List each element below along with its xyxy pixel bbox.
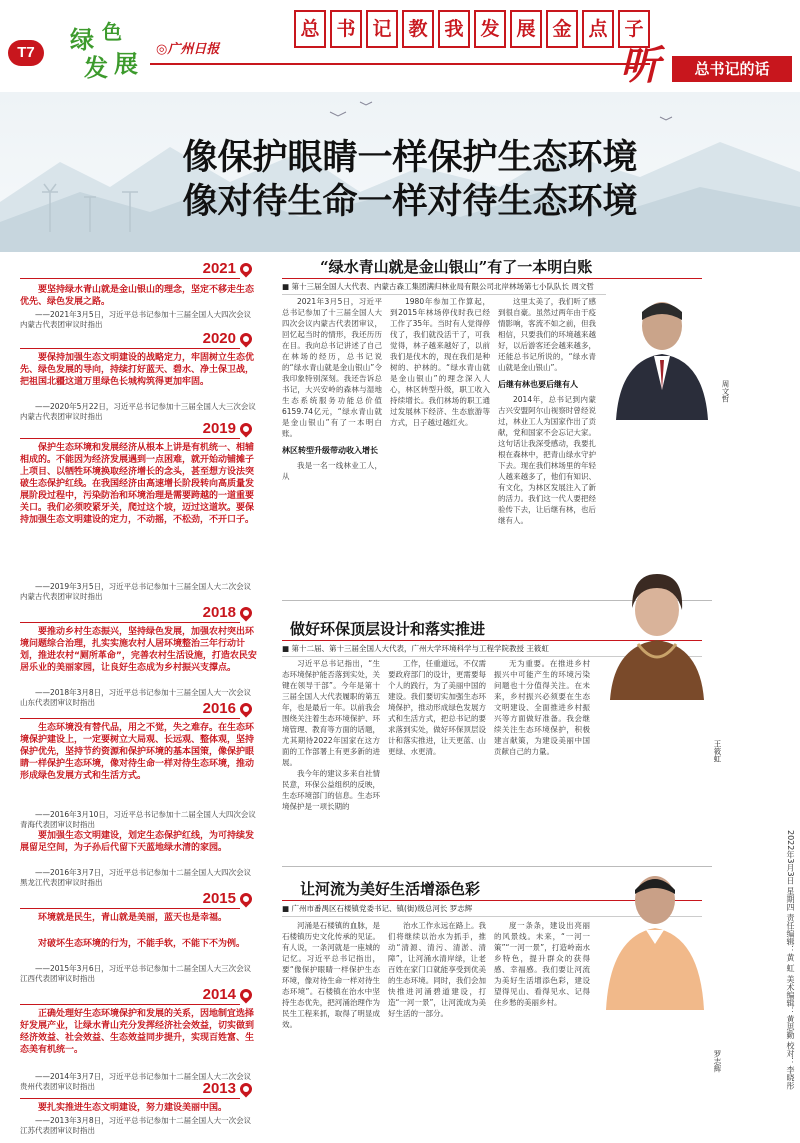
timeline-source: ——2014年3月7日，习近平总书记参加十二届全国人大二次会议贵州代表团审议时指出 — [20, 1072, 252, 1091]
article1-col1 — [282, 296, 382, 594]
banner-char: 发 — [474, 10, 506, 48]
banner-char: 金 — [546, 10, 578, 48]
listen-tag: 总书记的话 — [672, 56, 792, 82]
location-pin-icon — [238, 331, 255, 348]
location-pin-icon — [238, 891, 255, 908]
article3-col1 — [282, 920, 380, 1130]
article3-title: 让河流为美好生活增添色彩 — [300, 880, 481, 898]
article2-byline-text: 第十二届、第十三届全国人大代表，广州大学环境科学与工程学院教授 王筱虹 — [291, 644, 549, 653]
article3-col1-text: 河涌是石楼镇的血脉，是石楼镇历史文化传承的见证。有人说，一条河就是一座城的记忆。习近平总书记指出，要“像保护眼睛一样保护生态环境，像对待生命一样对待生态环境”。石楼镇在治水中坚持生态优先，把河涌治理作为民生工程来抓，取得了明显成效。 — [282, 921, 380, 1029]
article3-col2 — [388, 920, 486, 1130]
article3-col3 — [494, 920, 590, 1130]
timeline-source: ——2016年3月7日，习近平总书记参加十二届全国人大四次会议黑龙江代表团审议时指出 — [20, 868, 252, 887]
timeline-quote: 要扎实推进生态文明建设，努力建设美丽中国。 — [38, 1103, 228, 1113]
article1-subhead2: 后继有林也要后继有人 — [498, 380, 578, 389]
timeline-quote: 生态环境没有替代品，用之不觉，失之难存。在生态环境保护建设上，一定要树立大局观、长远观、整体观，坚持保护优先，坚持节约资源和保护环境的基本国策，像保护眼睛一样保护生态环境，像对待生命一样对待生态环境，推动形成绿色发展方式和生活方式。 — [20, 723, 255, 781]
listen-char: 听 — [620, 42, 660, 89]
article1-col3-tail: 2014年，总书记到内蒙古兴安盟阿尔山视察时曾经说过，林业工人为国家作出了贡献，党和国家不会忘记大家。这句话让我深受感动，我要扎根在森林中，把青山绿水守护下去。现在我们林场里的年轻人越来越多了，他们有知识、有文化，为林区发展注入了新的活力。我们这一代人要把经验传下去，让后继有林，也后继有人。 — [498, 395, 596, 525]
person-icon — [602, 560, 712, 700]
timeline-rule — [20, 278, 240, 279]
article2-col1-text: 习近平总书记指出，“生态环境保护能否落到实处，关键在领导干部”。今年是第十三届全国人大代表履职的第五年，也是最后一年。以前我会围绕关注着生态环境保护、环境管理、教育等方面的话题，尤其期待2022年国家在这方面的工作部署上有更多新的进展。 — [282, 659, 380, 767]
article2-col3-text: 无为重要。在推进乡村振兴中可能产生的环境污染问题也十分值得关注。在未来，乡村振兴必须要在生态文明建设、全面推进乡村振兴等方面做好准备。我会继续关注生态环境保护，积极建言献策，为建设美丽中国贡献自己的力量。 — [494, 659, 590, 756]
banner-char: 展 — [510, 10, 542, 48]
main-title-line1: 像保护眼睛一样保护生态环境 — [182, 137, 638, 178]
article1-col3 — [498, 296, 596, 594]
timeline-rule — [20, 908, 240, 909]
article3-byline-text: 广州市番禺区石楼镇党委书记、镇(街)级总河长 罗志辉 — [291, 904, 473, 913]
timeline-rule — [20, 1098, 240, 1099]
person-icon — [606, 290, 716, 420]
timeline-source: ——2019年3月5日，习近平总书记参加十三届全国人大二次会议内蒙古代表团审议时指出 — [20, 582, 252, 601]
timeline — [20, 252, 258, 1135]
photo3-caption: 罗志辉 — [713, 1050, 722, 1073]
article1-col2 — [390, 296, 490, 594]
section-char: 绿 — [70, 25, 94, 54]
banner-char: 教 — [402, 10, 434, 48]
timeline-rule — [20, 622, 240, 623]
banner-char: 子 — [618, 10, 650, 48]
portrait-photo-1 — [606, 290, 716, 420]
portrait-photo-2 — [602, 560, 712, 700]
location-pin-icon — [238, 421, 255, 438]
article2-byline: ■ 第十二届、第十三届全国人大代表，广州大学环境科学与工程学院教授 王筱虹 — [282, 640, 702, 657]
header-rule — [150, 63, 650, 65]
section-name — [60, 16, 144, 80]
timeline-source: ——2020年5月22日，习近平总书记参加十三届全国人大三次会议内蒙古代表团审议时指出 — [20, 402, 256, 421]
location-pin-icon — [238, 261, 255, 278]
column-banner — [294, 10, 650, 48]
timeline-rule — [20, 1004, 240, 1005]
article2-col2-text: 工作，任重道远，不仅需要政府部门的设计，更需要每个人的践行，为了美丽中国的建设。我们要切实加强生态环境保护，推动形成绿色发展方式和生活方式，把总书记的要求落到实处，做好环保顶层设计和落实推进，让天更蓝、山更绿、水更清。 — [388, 659, 486, 756]
paper-name: 广州日报 — [167, 42, 220, 57]
article2-col1 — [282, 658, 380, 860]
timeline-quote: 要加强生态文明建设，划定生态保护红线，为可持续发展留足空间，为子孙后代留下天蓝地绿水清的家园。 — [20, 831, 255, 853]
page-header — [0, 0, 800, 92]
article1-title: “绿水青山就是金山银山”有了一本明白账 — [320, 258, 593, 276]
article2-col1-tail: 我今年的建议多来自社情民意，环保公益组织的反映，生态环境部门的信息。生态环境保护是一项长期的 — [282, 769, 380, 811]
article2-col3 — [494, 658, 590, 860]
photo2-caption: 王筱虹 — [713, 740, 722, 763]
section-char: 发 — [84, 53, 108, 82]
timeline-year: 2021 — [202, 260, 236, 277]
timeline-year: 2019 — [202, 420, 236, 437]
timeline-source: ——2013年3月8日，习近平总书记参加十二届全国人大一次会议江苏代表团审议时指出 — [20, 1116, 252, 1135]
timeline-source: ——2015年3月6日，习近平总书记参加十二届全国人大三次会议江西代表团审议时指出 — [20, 964, 252, 983]
timeline-year: 2015 — [202, 890, 236, 907]
article1-col1-text: 2021年3月5日，习近平总书记参加了十三届全国人大四次会议内蒙古代表团审议，回忆起当时的情形，我还历历在目。我向总书记讲述了自己在林场的经历，总书记说的“绿水青山就是金山银山”令我印象特别深刻。我还告诉总书记，大兴安岭的森林与湿地生态系统服务功能总价值6159.74亿元，“绿水青山就是金山银山”有了一本明白账。 — [282, 297, 382, 438]
timeline-rule — [20, 348, 240, 349]
main-title — [120, 136, 700, 224]
article3-byline: ■ 广州市番禺区石楼镇党委书记、镇(街)级总河长 罗志辉 — [282, 900, 702, 917]
timeline-source: ——2021年3月5日，习近平总书记参加十三届全国人大四次会议内蒙古代表团审议时指出 — [20, 310, 252, 329]
banner-char: 点 — [582, 10, 614, 48]
timeline-quote: 正确处理好生态环境保护和发展的关系，因地制宜选择好发展产业，让绿水青山充分发挥经济社会效益，切实做到经济效益、社会效益、生态效益同步提升，实现百姓富、生态美有机统一。 — [20, 1009, 255, 1055]
timeline-quote: 对破坏生态环境的行为，不能手软，不能下不为例。 — [38, 939, 246, 949]
banner-char: 总 — [294, 10, 326, 48]
timeline-year: 2018 — [202, 604, 236, 621]
paper-logo: ◎广州日报 — [156, 42, 220, 57]
timeline-quote: 要推动乡村生态振兴，坚持绿色发展，加强农村突出环境问题综合治理，扎实实施农村人居环境整治三年行动计划，推进农村“厕所革命”，完善农村生活设施，打造农民安居乐业的美丽家园，让良好生态成为乡村振兴支撑点。 — [20, 627, 257, 673]
location-pin-icon — [238, 987, 255, 1004]
page-number: T7 — [8, 40, 44, 66]
article3-col2-text: 治水工作永远在路上。我们将继续以治水为抓手，推动“清源、清污、清淤、清障”，让河涌水清岸绿，让老百姓在家门口就能享受到优美的生态环境。同时，我们会加快推进河涌碧道建设，打造“一河一景”，让河流成为美好生活的一部分。 — [388, 921, 486, 1018]
location-pin-icon — [238, 605, 255, 622]
timeline-rule — [20, 438, 240, 439]
timeline-year: 2020 — [202, 330, 236, 347]
timeline-source: ——2018年3月8日，习近平总书记参加十三届全国人大一次会议山东代表团审议时指出 — [20, 688, 252, 707]
banner-char: 记 — [366, 10, 398, 48]
page-credit: 2022年3月3日 星期四 责任编辑：黄 虹 美术编辑：黄思勤 校对：李晓彤 — [786, 830, 795, 1090]
banner-char: 书 — [330, 10, 362, 48]
timeline-year: 2013 — [202, 1080, 236, 1097]
section-char: 展 — [114, 49, 138, 78]
timeline-quote: 要保持加强生态文明建设的战略定力，牢固树立生态优先、绿色发展的导向，持续打好蓝天、碧水、净土保卫战，把祖国北疆这道万里绿色长城构筑得更加牢固。 — [20, 353, 255, 387]
person-icon — [600, 860, 710, 1010]
photo1-caption: 周文哲 — [721, 380, 730, 403]
main-title-line2: 像对待生命一样对待生态环境 — [182, 181, 638, 222]
article1-byline-text: 第十三届全国人大代表、内蒙古森工集团满归林业局有限公司北岸林场第七小队队长 周文哲 — [291, 282, 594, 291]
timeline-year: 2016 — [202, 700, 236, 717]
portrait-photo-3 — [600, 860, 710, 1010]
article2-col2 — [388, 658, 486, 860]
article1-subhead: 林区转型升级带动收入增长 — [282, 446, 378, 455]
timeline-quote: 要坚持绿水青山就是金山银山的理念，坚定不移走生态优先、绿色发展之路。 — [20, 285, 255, 307]
timeline-year: 2014 — [202, 986, 236, 1003]
article1-byline: ■ 第十三届全国人大代表、内蒙古森工集团满归林业局有限公司北岸林场第七小队队长 周文哲 — [282, 278, 702, 295]
article1-col3-text: 这里太美了，我们听了感到很自豪。虽然过两年由于疫情影响，客流不如之前，但我相信，只要我们的环境越来越好，以后游客还会越来越多，还能总书记所说的，“绿水青山就是金山银山”。 — [498, 297, 596, 372]
article3-col3-text: 度一条条，建设出亮丽的风景线。未来，“一河一策”“一河一景”，打造岭南水乡特色，提升群众的获得感、幸福感。我们要让河流为美好生活增添色彩，建设望得见山、看得见水、记得住乡愁的美丽乡村。 — [494, 921, 590, 1007]
section-char: 色 — [102, 20, 122, 44]
article1-col2-text: 1980年参加工作算起，到2015年林场停伐时我已经工作了35年。当时有人觉得停伐了，我们就没活干了，可我觉得，林子越来越好了，以前我们是伐木的，现在我们是种树的、护林的。“绿水青山就是金山银山”的理念深入人心，林区转型升级，职工收入持续增长。我们林场的职工通过发展林下经济、生态旅游等方式，日子越过越红火。 — [390, 297, 490, 427]
article1-col1-tail: 我是一名一线林业工人，从 — [282, 461, 382, 481]
timeline-quote: 保护生态环境和发展经济从根本上讲是有机统一、相辅相成的。不能因为经济发展遇到一点困难，就开始动铺摊子上项目、以牺牲环境换取经济增长的念头，甚至想方设法突破生态保护红线。在我国经济由高速增长阶段转向高质量发展阶段过程中，污染防治和环境治理是需要跨越的一道重要关口。我们必须咬紧牙关，爬过这个坡，迈过这道坎。要保持加强生态文明建设的定力，不动摇，不松劲，不开口子。 — [20, 443, 255, 525]
banner-char: 我 — [438, 10, 470, 48]
timeline-rule — [20, 718, 240, 719]
article2-title: 做好环保顶层设计和落实推进 — [290, 620, 486, 638]
timeline-quote: 环境就是民生，青山就是美丽，蓝天也是幸福。 — [38, 913, 228, 923]
timeline-source: ——2016年3月10日，习近平总书记参加十二届全国人大四次会议青海代表团审议时指出 — [20, 810, 256, 829]
